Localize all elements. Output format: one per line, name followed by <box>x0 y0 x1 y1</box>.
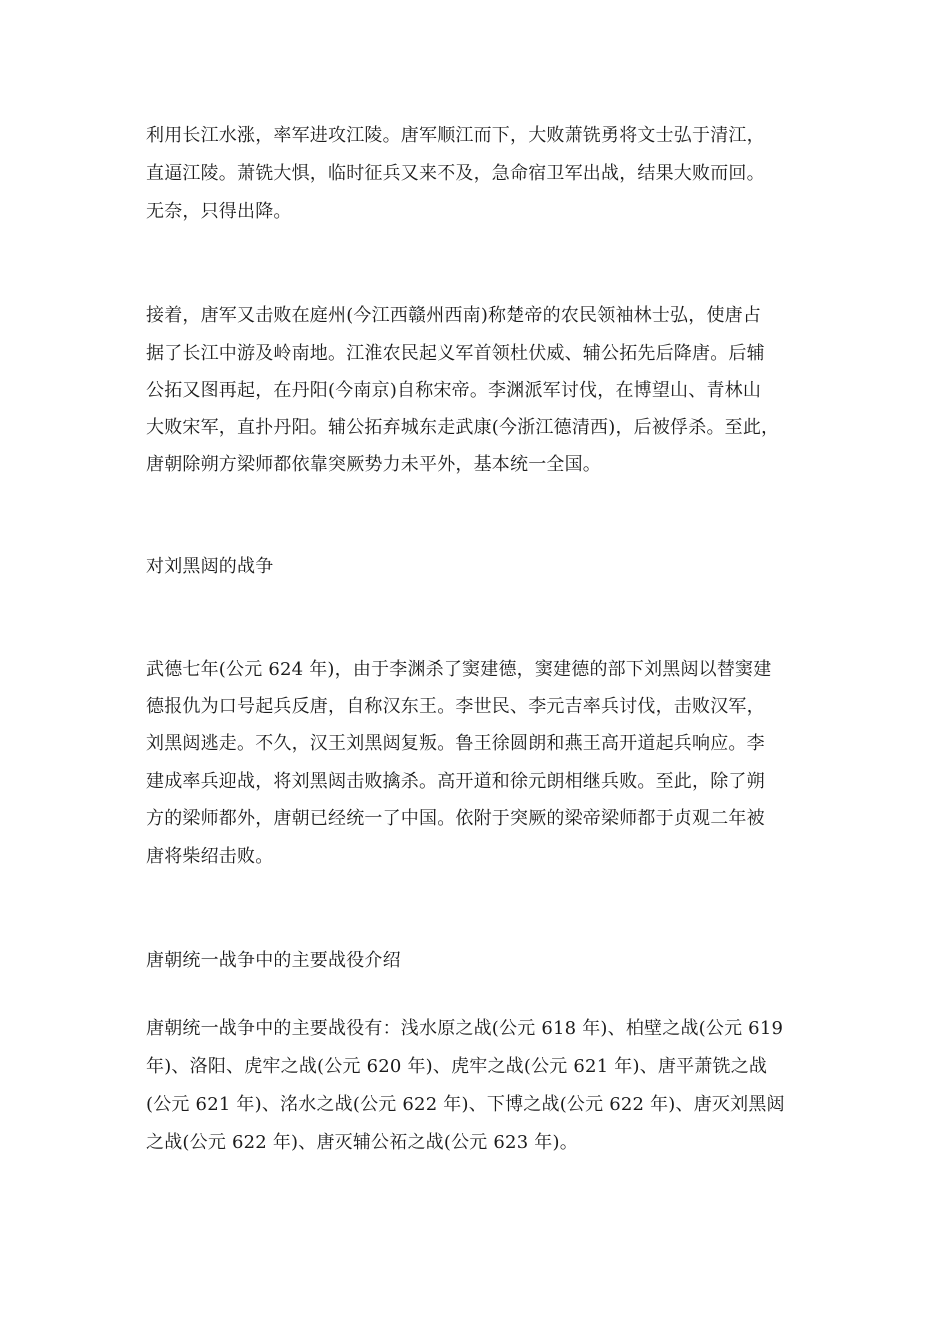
paragraph-line: 据了长江中游及岭南地。江淮农民起义军首领杜伏威、辅公拓先后降唐。后辅 <box>146 343 765 364</box>
paragraph-line: 建成率兵迎战，将刘黑闼击败擒杀。高开道和徐元朗相继兵败。至此，除了朔 <box>146 771 765 792</box>
paragraph-line: 直逼江陵。萧铣大惧，临时征兵又来不及，急命宿卫军出战，结果大败而回。 <box>146 163 765 184</box>
paragraph-line: 方的梁师都外，唐朝已经统一了中国。依附于突厥的梁帝梁师都于贞观二年被 <box>146 808 765 829</box>
paragraph-line: 唐朝统一战争中的主要战役有：浅水原之战(公元 618 年)、柏壁之战(公元 619 <box>146 1018 784 1039</box>
paragraph-line: 接着，唐军又击败在庭州(今江西赣州西南)称楚帝的农民领袖林士弘，使唐占 <box>146 305 762 326</box>
section-heading: 唐朝统一战争中的主要战役介绍 <box>146 950 401 971</box>
paragraph-line: 大败宋军，直扑丹阳。辅公拓弃城东走武康(今浙江德清西)，后被俘杀。至此， <box>146 417 780 438</box>
paragraph-line: (公元 621 年)、洺水之战(公元 622 年)、下博之战(公元 622 年)、唐灭刘黑闼 <box>146 1094 785 1115</box>
paragraph-line: 唐将柴绍击败。 <box>146 846 274 867</box>
paragraph-line: 无奈，只得出降。 <box>146 201 292 222</box>
paragraph-line: 德报仇为口号起兵反唐，自称汉东王。李世民、李元吉率兵讨伐，击败汉军， <box>146 696 765 717</box>
paragraph-line: 年)、洛阳、虎牢之战(公元 620 年)、虎牢之战(公元 621 年)、唐平萧铣之战 <box>146 1056 768 1077</box>
paragraph-line: 公拓又图再起，在丹阳(今南京)自称宋帝。李渊派军讨伐，在博望山、青林山 <box>146 380 762 401</box>
paragraph-line: 唐朝除朔方梁师都依靠突厥势力未平外，基本统一全国。 <box>146 454 601 475</box>
section-heading: 对刘黑闼的战争 <box>146 556 274 577</box>
paragraph-line: 武德七年(公元 624 年)，由于李渊杀了窦建德，窦建德的部下刘黑闼以替窦建 <box>146 659 772 680</box>
paragraph-line: 之战(公元 622 年)、唐灭辅公祏之战(公元 623 年)。 <box>146 1132 578 1153</box>
paragraph-line: 利用长江水涨，率军进攻江陵。唐军顺江而下，大败萧铣勇将文士弘于清江， <box>146 125 765 146</box>
paragraph-line: 刘黑闼逃走。不久，汉王刘黑闼复叛。鲁王徐圆朗和燕王高开道起兵响应。李 <box>146 733 765 754</box>
